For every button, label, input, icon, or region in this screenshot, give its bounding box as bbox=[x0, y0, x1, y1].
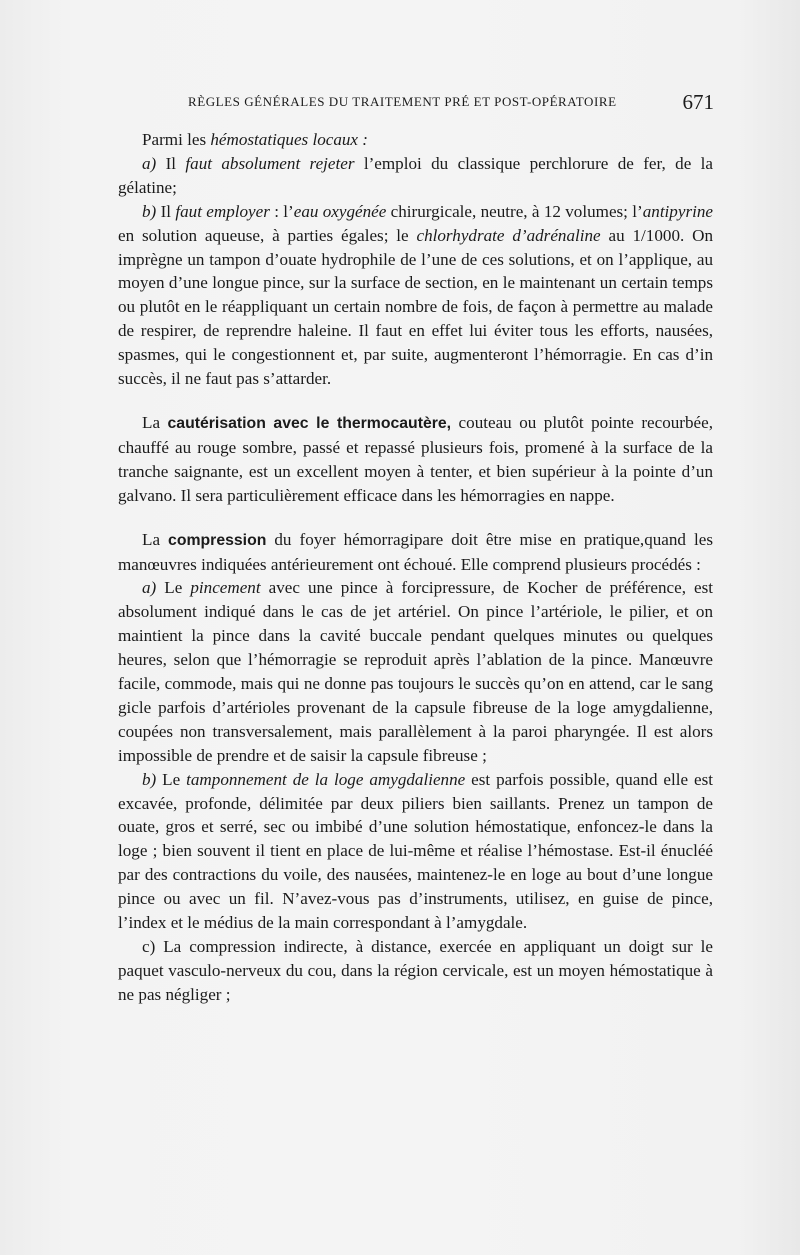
text-run: Il bbox=[156, 153, 186, 173]
italic-term: b) bbox=[142, 201, 157, 221]
italic-term: antipyrine bbox=[642, 201, 713, 221]
paragraph bbox=[118, 411, 713, 508]
text-run: La bbox=[142, 412, 168, 432]
text-run: La compression indirecte, à distance, exercée en appliquant un doigt sur le paquet vasculo-nerveux du cou, dans la région cervicale, est un moyen hémostatique à ne pas négliger ; bbox=[118, 937, 713, 1004]
paragraph bbox=[118, 935, 713, 1007]
running-head bbox=[118, 92, 714, 116]
text-run: c) bbox=[142, 937, 156, 956]
italic-term: a) bbox=[142, 578, 157, 598]
italic-term: b) bbox=[142, 769, 157, 789]
paragraph bbox=[118, 200, 713, 391]
text-run: du foyer hémorragipare doit être mise en pratique,quand les manœuvres indiquées antérieurement ont échoué. Elle comprend plusieurs procédés : bbox=[118, 529, 713, 574]
running-title: RÈGLES GÉNÉRALES DU TRAITEMENT PRÉ ET POST-OPÉRATOIRE bbox=[188, 94, 617, 109]
text-run: l’emploi du classique perchlorure de fer, de la gélatine; bbox=[118, 153, 713, 197]
text-run: au 1/1000. On imprègne un tampon d’ouate hydrophile de l’une de ces solutions, et on l’applique, au moyen d’une longue pince, sur la surface de section, en le maintenant un certain temps ou plutôt en le réappliquant un certain nombre de fois, de façon à permettre au malade de respirer, de reprendre haleine. Il faut en effet lui éviter tous les efforts, nausées, spasmes, qui le congestionnent et, par suite, augmenteront l’hémorragie. En cas d’in succès, il ne faut pas s’attarder. bbox=[118, 225, 714, 389]
bold-term: compression bbox=[168, 531, 267, 549]
italic-term: faut employer bbox=[175, 201, 270, 221]
italic-term: chlorhydrate d’adrénaline bbox=[416, 225, 601, 245]
text-run: avec une pince à forcipressure, de Kocher de préférence, est absolument indiqué dans le cas de jet artériel. On pince l’artériole, le pilier, et on maintient la pince dans la cavité buccale pendant quelques minutes ou quelques heures, selon que l’hémorragie se reproduit après l’ablation de la pince. Manœuvre facile, commode, mais qui ne donne pas toujours le succès qu’on en attend, car le sang gicle parfois d’artérioles provenant de la capsule fibreuse de la loge amygdalienne, coupées non transversalement, mais parallèlement à la paroi pharyngée. Il est alors impossible de prendre et de saisir la capsule fibreuse ; bbox=[118, 578, 714, 765]
text-run: Le bbox=[156, 769, 187, 789]
text-run: Le bbox=[156, 578, 191, 598]
italic-term: a) bbox=[142, 153, 157, 173]
text-run: couteau ou plutôt pointe recourbée, chauffé au rouge sombre, passé et repassé plusieurs fois, promené à la surface de la tranche saignante, est un excellent moyen à tenter, et bien supérieur à la pointe d’un galvano. Il sera particulièrement efficace dans les hémorragies en nappe. bbox=[118, 412, 713, 505]
text-run: La bbox=[142, 529, 169, 549]
text-run: : l’ bbox=[269, 201, 294, 221]
paragraph bbox=[118, 528, 713, 577]
paragraph bbox=[118, 576, 713, 767]
italic-term: tamponnement de la loge amygdalienne bbox=[186, 769, 466, 789]
paragraph bbox=[118, 152, 713, 200]
text-run: Il bbox=[156, 201, 176, 221]
italic-term: faut absolument rejeter bbox=[185, 153, 355, 173]
body-text bbox=[118, 128, 713, 1007]
text-run: Parmi les bbox=[142, 130, 211, 149]
text-run: chirurgicale, neutre, à 12 volumes; l’ bbox=[386, 201, 643, 221]
text-run: en solution aqueuse, à parties égales; le bbox=[118, 225, 417, 245]
paragraph bbox=[118, 128, 713, 152]
paragraph bbox=[118, 768, 713, 935]
italic-term: hémostatiques locaux : bbox=[210, 130, 368, 149]
page-number: 671 bbox=[682, 90, 714, 114]
text-run: est parfois possible, quand elle est excavée, profonde, délimitée par deux piliers bien saillants. Prenez un tampon de ouate, gros et serré, sec ou imbibé d’une solution hémostatique, enfoncez-le dans la loge ; bien souvent il tient en place de lui-même et réalise l’hémostase. Est-il énucléé par des contractions du voile, des nausées, maintenez-le en loge au bout d’une longue pince ou avec un fil. N’avez-vous pas d’instruments, utilisez, en guise de pince, l’index et le médius de la main correspondant à l’amygdale. bbox=[118, 769, 714, 933]
bold-term: cautérisation avec le thermocautère, bbox=[167, 414, 452, 432]
italic-term: eau oxygénée bbox=[293, 201, 387, 221]
italic-term: pincement bbox=[190, 578, 261, 598]
